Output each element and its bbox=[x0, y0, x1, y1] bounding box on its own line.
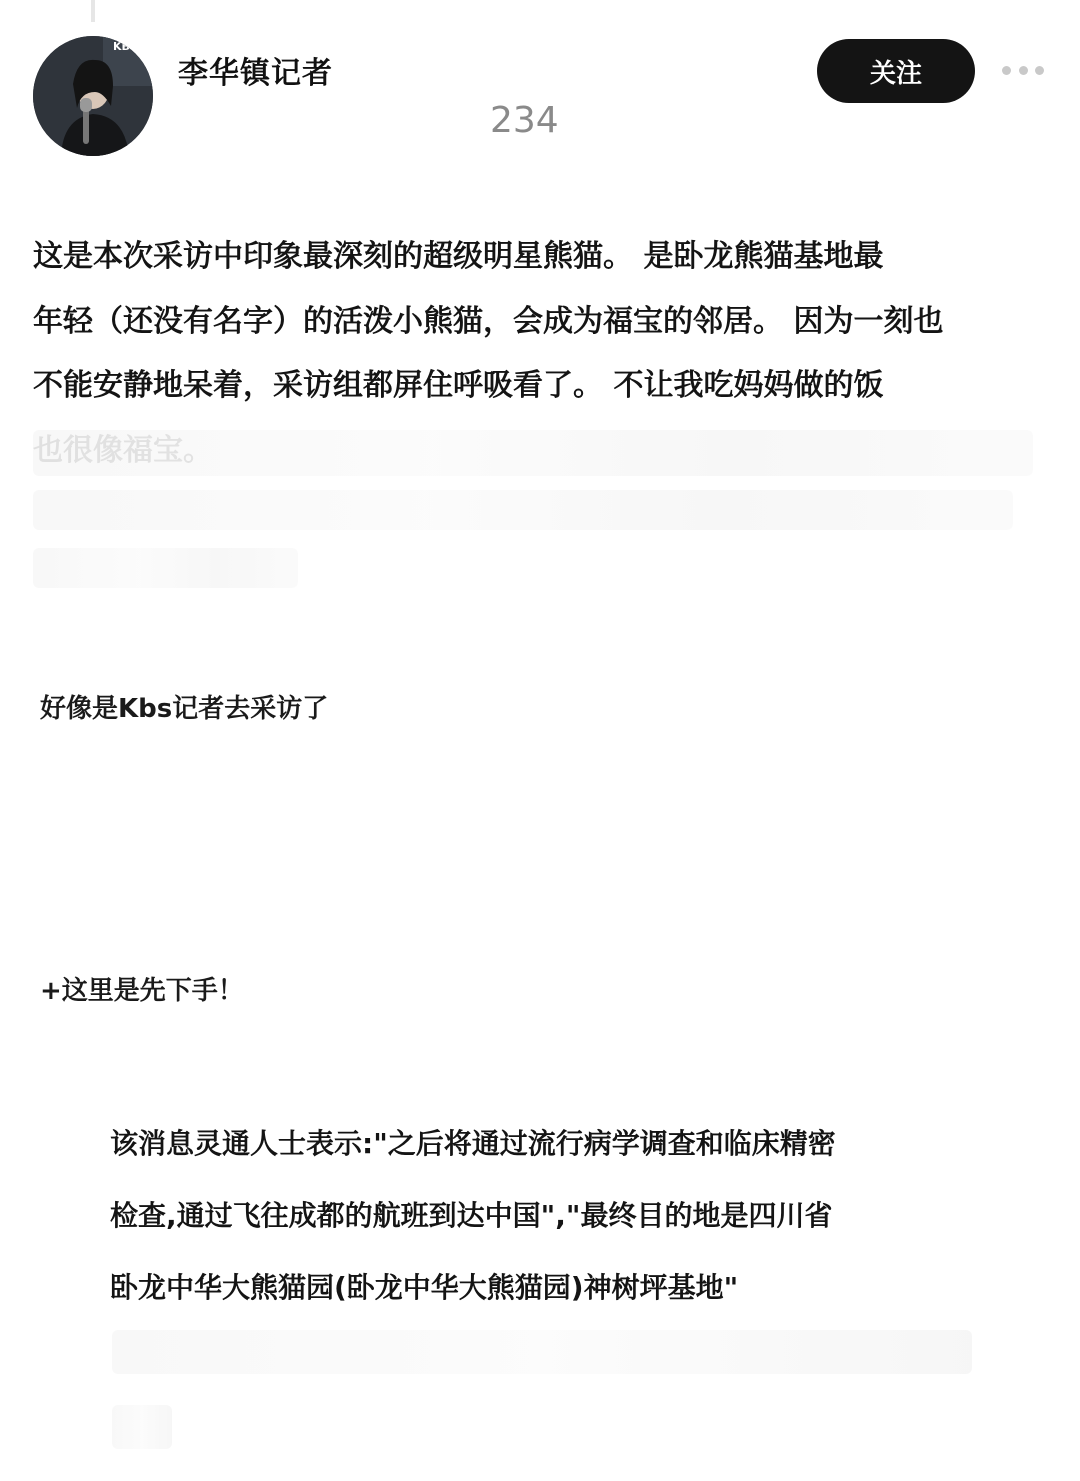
post-line: 这是本次采访中印象最深刻的超级明星熊猫。 是卧龙熊猫基地最 bbox=[33, 239, 884, 274]
blurred-text-block bbox=[112, 1330, 972, 1374]
more-horizontal-icon[interactable] bbox=[1002, 60, 1044, 80]
avatar-badge: KBS bbox=[113, 40, 138, 53]
blurred-text-block bbox=[33, 548, 298, 588]
top-divider-tick bbox=[91, 0, 95, 22]
quote-block bbox=[110, 1108, 1010, 1324]
view-count: 234 bbox=[490, 100, 559, 141]
blurred-text-block bbox=[112, 1405, 172, 1449]
quote-line: 该消息灵通人士表示:"之后将通过流行病学调查和临床精密 bbox=[110, 1127, 836, 1160]
blurred-text-block bbox=[33, 430, 1033, 476]
post-line: 不能安静地呆着，采访组都屏住呼吸看了。 不让我吃妈妈做的饭 bbox=[33, 368, 884, 403]
post-line: 年轻（还没有名字）的活泼小熊猫，会成为福宝的邻居。 因为一刻也 bbox=[33, 303, 944, 339]
quote-line: 检查,通过飞往成都的航班到达中国","最终目的地是四川省 bbox=[110, 1199, 833, 1232]
comment-text: +这里是先下手！ bbox=[40, 976, 244, 1006]
follow-button[interactable]: 关注 bbox=[817, 39, 975, 103]
avatar[interactable] bbox=[33, 36, 153, 156]
comment-text: 好像是Kbs记者去采访了 bbox=[40, 694, 329, 724]
avatar-image bbox=[33, 36, 153, 156]
quote-line: 卧龙中华大熊猫园(卧龙中华大熊猫园)神树坪基地" bbox=[110, 1271, 739, 1304]
more-dot bbox=[1019, 66, 1028, 75]
more-dot bbox=[1035, 66, 1044, 75]
author-name[interactable]: 李华镇记者 bbox=[178, 56, 333, 91]
blurred-text-block bbox=[33, 490, 1013, 530]
more-dot bbox=[1002, 66, 1011, 75]
